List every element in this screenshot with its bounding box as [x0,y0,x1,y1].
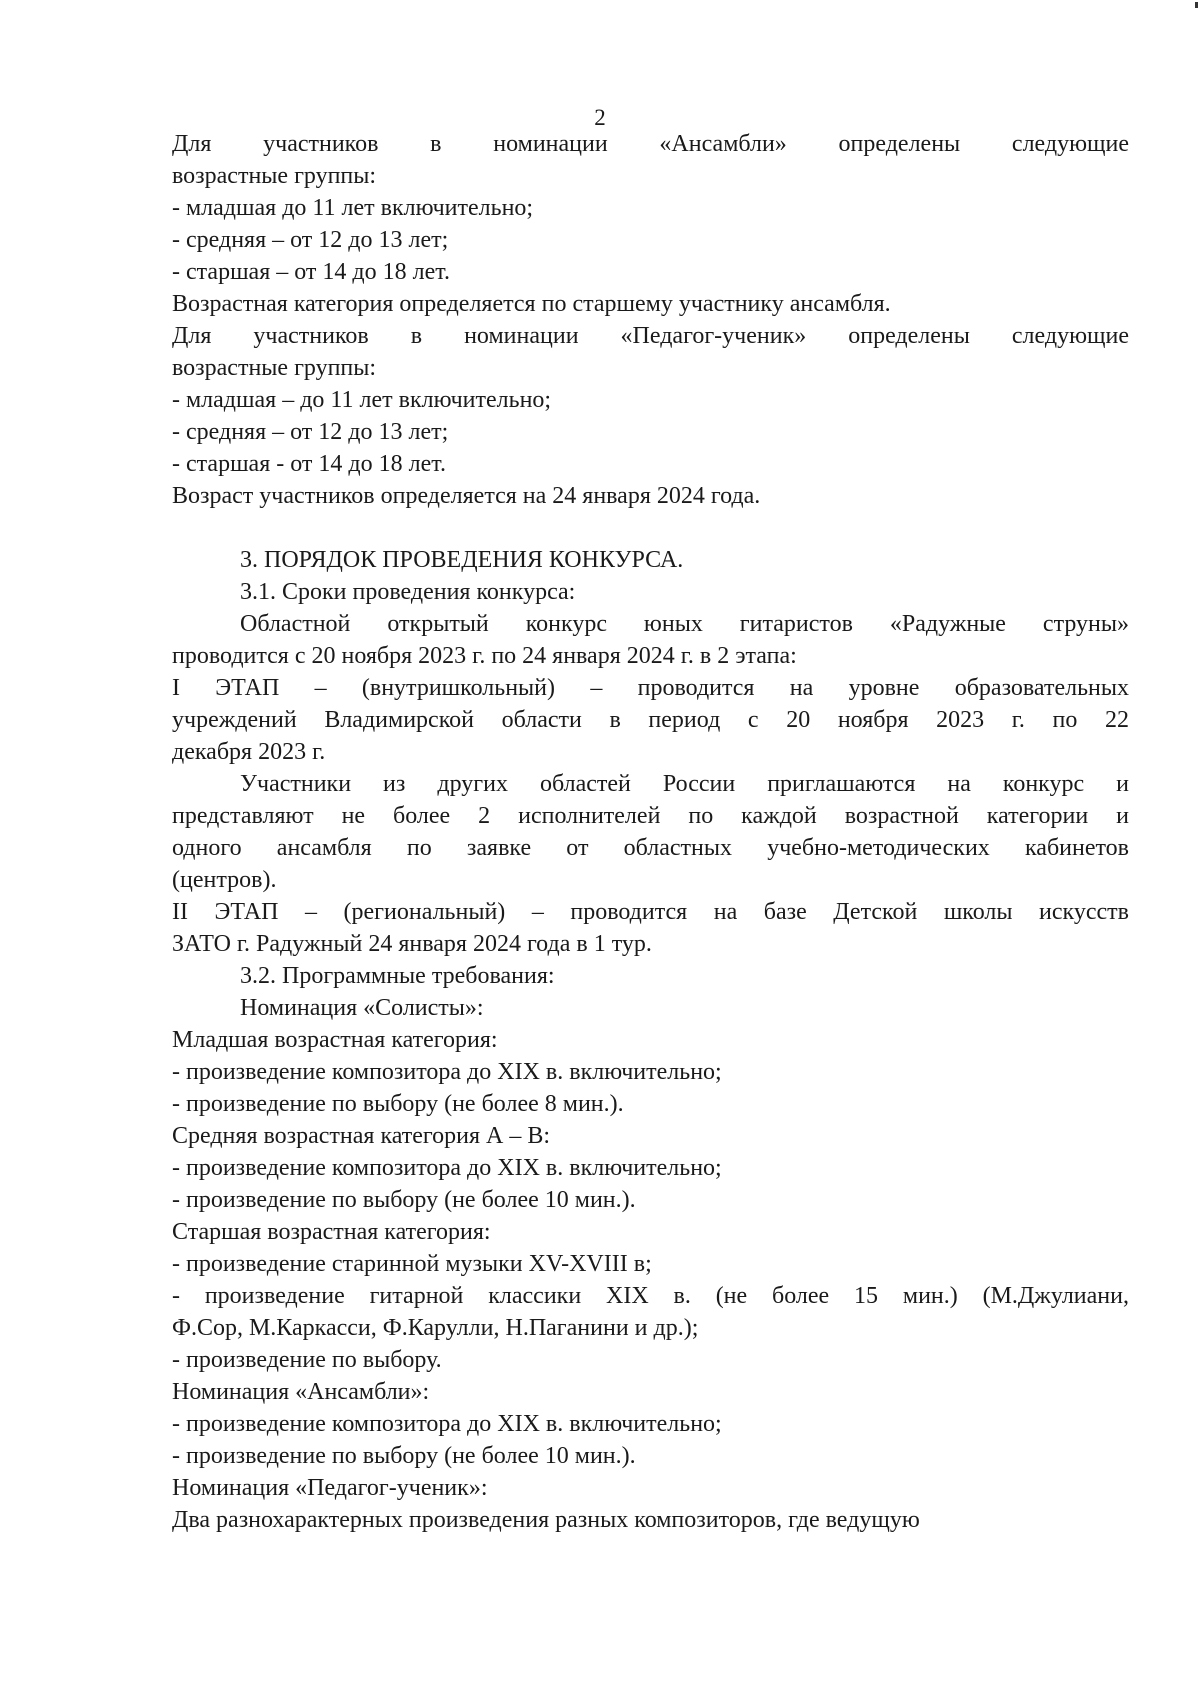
paragraph-line: проводится с 20 ноября 2023 г. по 24 января 2024 г. в 2 этапа: [172,643,797,669]
category-heading: Старшая возрастная категория: [172,1219,491,1245]
list-item: - произведение по выбору (не более 10 мин.). [172,1443,636,1469]
subsection-heading: 3.1. Сроки проведения конкурса: [240,579,576,605]
subsection-heading: 3.2. Программные требования: [240,963,555,989]
list-item: - произведение композитора до XIX в. включительно; [172,1155,722,1181]
paragraph-line: возрастные группы: [172,355,377,381]
list-item: - младшая до 11 лет включительно; [172,195,534,221]
paragraph-line: Для участников в номинации «Педагог-ученик» определены следующие [172,323,1129,349]
paragraph-line: возрастные группы: [172,163,377,189]
list-item: - произведение по выбору (не более 8 мин.). [172,1091,624,1117]
section-heading: 3. ПОРЯДОК ПРОВЕДЕНИЯ КОНКУРСА. [240,547,684,573]
paragraph-line: представляют не более 2 исполнителей по каждой возрастной категории и [172,803,1129,829]
list-item: - старшая – от 14 до 18 лет. [172,259,450,285]
paragraph-line: Областной открытый конкурс юных гитаристов «Радужные струны» [240,611,1129,637]
paragraph-line: Два разнохарактерных произведения разных композиторов, где ведущую [172,1507,920,1533]
nomination-heading: Номинация «Солисты»: [240,995,484,1021]
list-item: - средняя – от 12 до 13 лет; [172,227,449,253]
scan-mark [1195,2,1198,8]
category-heading: Средняя возрастная категория А – В: [172,1123,551,1149]
list-item: Ф.Сор, М.Каркасси, Ф.Карулли, Н.Паганини и др.); [172,1315,699,1341]
list-item: - произведение композитора до XIX в. включительно; [172,1059,722,1085]
list-item: - средняя – от 12 до 13 лет; [172,419,449,445]
paragraph-line: декабря 2023 г. [172,739,326,765]
paragraph-line: учреждений Владимирской области в период с 20 ноября 2023 г. по 22 [172,707,1129,733]
list-item: - произведение композитора до XIX в. включительно; [172,1411,722,1437]
list-item: - младшая – до 11 лет включительно; [172,387,552,413]
paragraph-line: II ЭТАП – (региональный) – проводится на базе Детской школы искусств [172,899,1129,925]
paragraph-line: I ЭТАП – (внутришкольный) – проводится на уровне образовательных [172,675,1129,701]
list-item: - произведение по выбору. [172,1347,442,1373]
paragraph-line: Возрастная категория определяется по старшему участнику ансамбля. [172,291,891,317]
list-item: - произведение старинной музыки XV-XVIII в; [172,1251,652,1277]
list-item: - произведение гитарной классики XIX в. (не более 15 мин.) (М.Джулиани, [172,1283,1129,1309]
paragraph-line: одного ансамбля по заявке от областных учебно-методических кабинетов [172,835,1129,861]
paragraph-line: Возраст участников определяется на 24 января 2024 года. [172,483,761,509]
nomination-heading: Номинация «Ансамбли»: [172,1379,430,1405]
paragraph-line: ЗАТО г. Радужный 24 января 2024 года в 1 тур. [172,931,652,957]
list-item: - старшая - от 14 до 18 лет. [172,451,446,477]
paragraph-line: Для участников в номинации «Ансамбли» определены следующие [172,131,1129,157]
list-item: - произведение по выбору (не более 10 мин.). [172,1187,636,1213]
category-heading: Младшая возрастная категория: [172,1027,498,1053]
paragraph-line: Участники из других областей России приглашаются на конкурс и [240,771,1129,797]
nomination-heading: Номинация «Педагог-ученик»: [172,1475,488,1501]
page-number: 2 [594,105,606,130]
paragraph-line: (центров). [172,867,277,893]
